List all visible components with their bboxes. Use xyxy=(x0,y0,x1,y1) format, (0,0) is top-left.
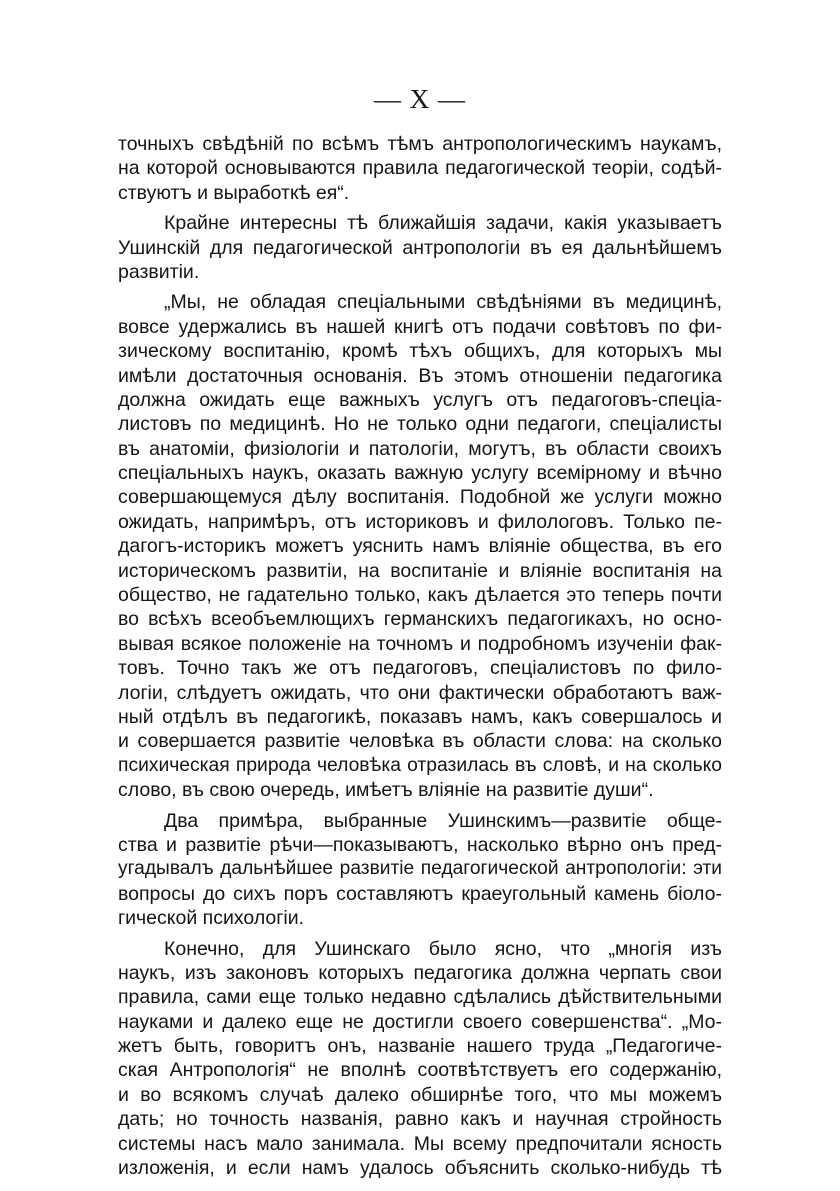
text-line: Конечно, для Ушинскаго было ясно, что „многiя изъ xyxy=(164,937,722,960)
paragraph xyxy=(118,132,722,205)
text-line: ская Антропологiя“ не вполнѣ соотвѣтствуетъ его содержанiю, xyxy=(118,1059,722,1082)
text-line: угадывалъ дальнѣйшее развитiе педагогической антропологiи: эти xyxy=(118,858,722,880)
text-line: системы насъ мало занимала. Мы всему предпочитали ясность xyxy=(118,1132,722,1155)
body-text xyxy=(118,132,722,1180)
text-line: вывая всякое положенiе на точномъ и подробномъ изученiи фак- xyxy=(118,632,722,655)
text-line: вопросы до сихъ поръ составляютъ краеугольный камень бiоло- xyxy=(118,882,722,905)
text-line: точныхъ свѣдѣнiй по всѣмъ тѣмъ антропологическимъ наукамъ, xyxy=(118,133,722,155)
paragraph xyxy=(118,211,722,284)
text-line: гической психологiи. xyxy=(118,907,305,930)
text-line: слово, въ свою очередь, имѣетъ влiянiе на развитiе души“. xyxy=(118,779,654,802)
text-line: ствуютъ и выработкѣ ея“. xyxy=(118,181,350,204)
text-line: жетъ быть, говоритъ онъ, названiе нашего труда „Педагогиче- xyxy=(118,1035,722,1058)
text-line: на которой основываются правила педагогической теорiи, содѣй- xyxy=(118,157,722,180)
text-line: наукъ, изъ законовъ которыхъ педагогика должна черпать свои xyxy=(118,961,722,984)
text-line: изложенiя, и если намъ удалось объяснить сколько-нибудь тѣ xyxy=(118,1157,722,1180)
text-line: дагогъ-историкъ можетъ уяснить намъ влiянiе общества, въ его xyxy=(118,535,722,558)
text-line: и во всякомъ случаѣ далеко обширнѣе того, что мы можемъ xyxy=(118,1083,722,1106)
text-line: Ушинскiй для педагогической антропологiи въ ея дальнѣйшемъ xyxy=(118,236,722,259)
text-line: дать; но точность названiя, равно какъ и научная стройность xyxy=(118,1108,722,1131)
text-line: товъ. Точно такъ же отъ педагоговъ, спецiалистовъ по фило- xyxy=(118,657,722,680)
text-line: листовъ по медицинѣ. Но не только одни педагоги, спецiалисты xyxy=(118,413,722,436)
page-number: — X — xyxy=(374,84,466,114)
text-line: ожидать, напримѣръ, отъ историковъ и филологовъ. Только пе- xyxy=(118,510,722,533)
text-line: должна ожидать еще важныхъ услугъ отъ педагоговъ-спецiа- xyxy=(118,388,722,411)
text-line: логiи, слѣдуетъ ожидать, что они фактически обработаютъ важ- xyxy=(118,681,722,704)
text-line: совершающемуся дѣлу воспитанiя. Подобной же услуги можно xyxy=(118,486,722,509)
text-line: ный отдѣлъ въ педагогикѣ, показавъ намъ, какъ совершалось и xyxy=(118,705,722,728)
text-line: имѣли достаточныя основанiя. Въ этомъ отношенiи педагогика xyxy=(118,364,722,387)
paragraph xyxy=(118,937,722,1181)
text-line: зическому воспитанiю, кромѣ тѣхъ общихъ, для которыхъ мы xyxy=(118,340,722,363)
text-line: „Мы, не обладая спецiальными свѣдѣнiями въ медицинѣ, xyxy=(164,291,722,314)
text-line: и совершается развитiе человѣка въ области слова: на сколько xyxy=(118,730,722,753)
text-line: развитiи. xyxy=(118,260,200,283)
text-line: общество, не гадательно только, какъ дѣлается это теперь почти xyxy=(118,584,722,607)
text-line: Два примѣра, выбранные Ушинскимъ—развитiе обще- xyxy=(164,809,722,832)
paragraph xyxy=(118,809,722,931)
text-line: психическая природа человѣка отразилась въ словѣ, и на сколько xyxy=(118,754,722,776)
text-line: историческомъ развитiи, на воспитанiе и влiянiе воспитанiя на xyxy=(118,559,722,582)
text-line: во всѣхъ всеобъемлющихъ германскихъ педагогикахъ, но осно- xyxy=(118,608,722,631)
paragraph xyxy=(118,290,722,802)
text-line: спецiальныхъ наукъ, оказать важную услугу всемiрному и вѣчно xyxy=(118,462,722,485)
text-line: вовсе удержались въ нашей книгѣ отъ подачи совѣтовъ по фи- xyxy=(118,315,722,338)
text-line: науками и далеко еще не достигли своего совершенства“. „Мо- xyxy=(118,1010,722,1033)
text-line: Крайне интересны тѣ ближайшiя задачи, какiя указываетъ xyxy=(164,212,722,235)
text-line: правила, сами еще только недавно сдѣлались дѣйствительными xyxy=(118,986,722,1009)
text-line: въ анатомiи, физiологiи и патологiи, могутъ, въ области своихъ xyxy=(118,437,722,460)
text-line: ства и развитiе рѣчи—показываютъ, насколько вѣрно онъ пред- xyxy=(118,833,722,856)
